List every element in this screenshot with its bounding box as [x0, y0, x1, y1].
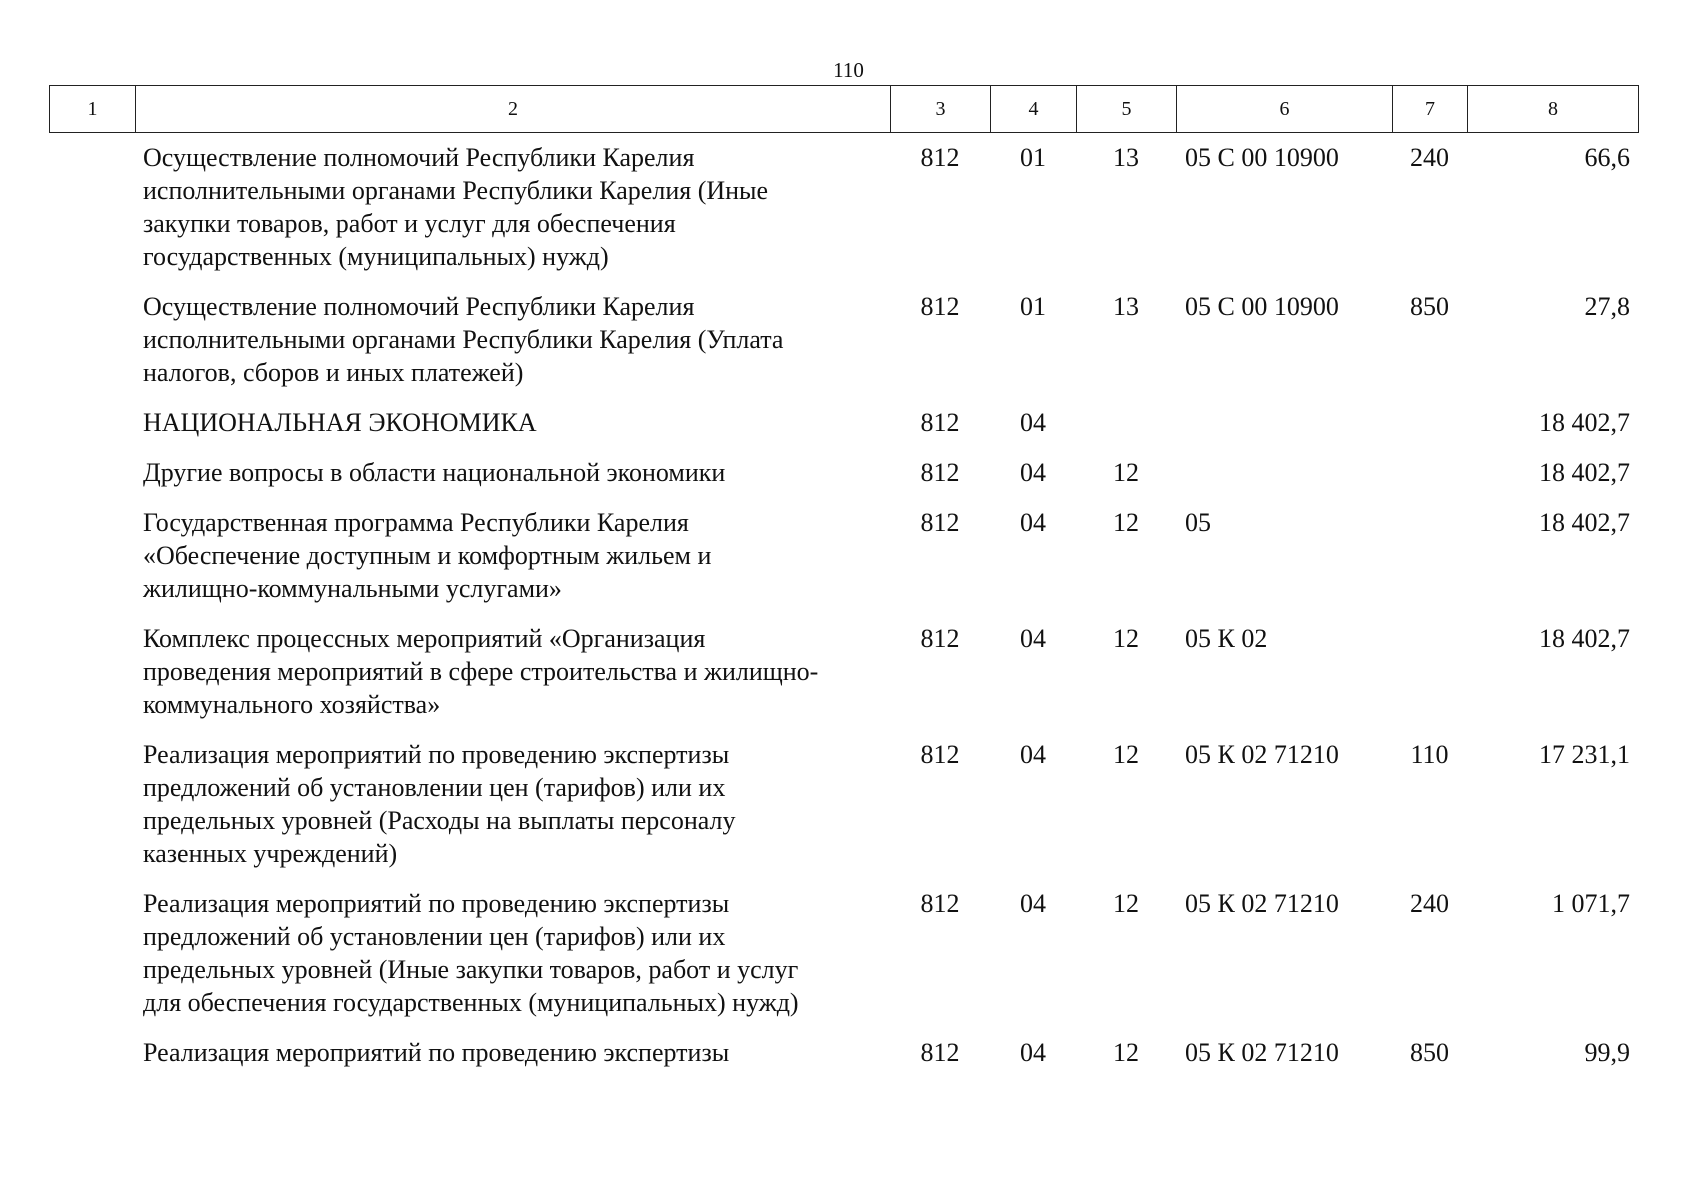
row-description: [49, 456, 890, 506]
description-line: «Обеспечение доступным и комфортным жильем и: [143, 541, 712, 570]
description-line: для обеспечения государственных (муниципальных) нужд): [143, 988, 799, 1017]
description-line: предельных уровней (Иные закупки товаров, работ и услуг: [143, 955, 799, 984]
section-code-cell: 04: [1020, 408, 1046, 437]
description-line: закупки товаров, работ и услуг для обеспечения: [143, 209, 676, 238]
target-article-cell: 05 К 02 71210: [1185, 740, 1339, 769]
ministry-code-cell: 812: [920, 508, 960, 537]
description-line: Реализация мероприятий по проведению экспертизы: [143, 740, 730, 769]
table-row: [49, 141, 1638, 290]
row-description: [49, 738, 890, 887]
table-row: [49, 887, 1638, 1036]
subsection-code-cell: 13: [1113, 292, 1139, 321]
amount-cell: 66,6: [1584, 143, 1630, 172]
ministry-code-cell: 812: [920, 408, 960, 437]
column-number-2: 2: [136, 86, 891, 133]
subsection-code-cell: 12: [1113, 1038, 1139, 1067]
description-line: Осуществление полномочий Республики Карелия: [143, 143, 695, 172]
target-article-cell: 05 С 00 10900: [1185, 143, 1339, 172]
description-line: предложений об установлении цен (тарифов) или их: [143, 922, 726, 951]
description-line: Комплекс процессных мероприятий «Организация: [143, 624, 706, 653]
column-number-6: 6: [1177, 86, 1393, 133]
row-description: [49, 506, 890, 622]
target-article-cell: 05 С 00 10900: [1185, 292, 1339, 321]
description-line: исполнительными органами Республики Карелия (Иные: [143, 176, 769, 205]
expense-type-cell: 240: [1410, 889, 1449, 918]
description-line: предельных уровней (Расходы на выплаты персоналу: [143, 806, 736, 835]
column-number-4: 4: [991, 86, 1077, 133]
target-article-cell: [1176, 456, 1392, 506]
section-code-cell: 04: [1020, 458, 1046, 487]
target-article-cell: [1176, 406, 1392, 456]
subsection-code-cell: [1076, 406, 1176, 456]
expense-type-cell: [1392, 456, 1467, 506]
column-number-1: 1: [50, 86, 136, 133]
row-description: [49, 290, 890, 406]
ministry-code-cell: 812: [920, 1038, 960, 1067]
expense-type-cell: 240: [1410, 143, 1449, 172]
section-code-cell: 04: [1020, 508, 1046, 537]
row-description: [49, 141, 890, 290]
amount-cell: 18 402,7: [1539, 458, 1630, 487]
amount-cell: 17 231,1: [1539, 740, 1630, 769]
row-description: [49, 887, 890, 1036]
ministry-code-cell: 812: [920, 740, 960, 769]
amount-cell: 18 402,7: [1539, 408, 1630, 437]
table-row: [49, 290, 1638, 406]
description-line: казенных учреждений): [143, 839, 398, 868]
target-article-cell: 05 К 02 71210: [1185, 1038, 1339, 1067]
amount-cell: 1 071,7: [1552, 889, 1630, 918]
table-row: [49, 456, 1638, 506]
description-line: налогов, сборов и иных платежей): [143, 358, 524, 387]
column-number-3: 3: [891, 86, 991, 133]
description-line: государственных (муниципальных) нужд): [143, 242, 609, 271]
section-code-cell: 04: [1020, 1038, 1046, 1067]
table-row: [49, 506, 1638, 622]
subsection-code-cell: 12: [1113, 624, 1139, 653]
ministry-code-cell: 812: [920, 624, 960, 653]
description-line: коммунального хозяйства»: [143, 690, 441, 719]
amount-cell: 27,8: [1584, 292, 1630, 321]
target-article-cell: 05 К 02: [1185, 624, 1268, 653]
description-line: исполнительными органами Республики Карелия (Уплата: [143, 325, 784, 354]
subsection-code-cell: 13: [1113, 143, 1139, 172]
description-line: предложений об установлении цен (тарифов) или их: [143, 773, 726, 802]
section-code-cell: 01: [1020, 292, 1046, 321]
budget-table: [49, 141, 1638, 1086]
description-line: жилищно-коммунальными услугами»: [143, 574, 562, 603]
section-code-cell: 01: [1020, 143, 1046, 172]
column-header-table: [49, 85, 1639, 133]
expense-type-cell: [1392, 506, 1467, 622]
section-code-cell: 04: [1020, 889, 1046, 918]
table-row: [49, 738, 1638, 887]
amount-cell: 99,9: [1584, 1038, 1630, 1067]
description-line: Другие вопросы в области национальной экономики: [143, 458, 726, 487]
description-line: проведения мероприятий в сфере строительства и жилищно-: [143, 657, 819, 686]
subsection-code-cell: 12: [1113, 508, 1139, 537]
subsection-code-cell: 12: [1113, 458, 1139, 487]
ministry-code-cell: 812: [920, 889, 960, 918]
expense-type-cell: 850: [1410, 1038, 1449, 1067]
target-article-cell: 05: [1185, 508, 1211, 537]
description-line: Реализация мероприятий по проведению экспертизы: [143, 1038, 730, 1067]
row-description: [49, 1036, 890, 1086]
ministry-code-cell: 812: [920, 458, 960, 487]
amount-cell: 18 402,7: [1539, 624, 1630, 653]
amount-cell: 18 402,7: [1539, 508, 1630, 537]
column-number-8: 8: [1468, 86, 1639, 133]
column-number-5: 5: [1077, 86, 1177, 133]
target-article-cell: 05 К 02 71210: [1185, 889, 1339, 918]
table-row: [49, 622, 1638, 738]
section-code-cell: 04: [1020, 740, 1046, 769]
description-line: НАЦИОНАЛЬНАЯ ЭКОНОМИКА: [143, 408, 537, 437]
section-code-cell: 04: [1020, 624, 1046, 653]
description-line: Реализация мероприятий по проведению экспертизы: [143, 889, 730, 918]
table-row: [49, 406, 1638, 456]
subsection-code-cell: 12: [1113, 740, 1139, 769]
description-line: Осуществление полномочий Республики Карелия: [143, 292, 695, 321]
row-description: [49, 406, 890, 456]
expense-type-cell: 850: [1410, 292, 1449, 321]
column-number-7: 7: [1393, 86, 1468, 133]
expense-type-cell: [1392, 406, 1467, 456]
page-number: 110: [833, 58, 864, 82]
expense-type-cell: 110: [1410, 740, 1449, 769]
expense-type-cell: [1392, 622, 1467, 738]
ministry-code-cell: 812: [920, 143, 960, 172]
description-line: Государственная программа Республики Карелия: [143, 508, 689, 537]
subsection-code-cell: 12: [1113, 889, 1139, 918]
table-row: [49, 1036, 1638, 1086]
row-description: [49, 622, 890, 738]
ministry-code-cell: 812: [920, 292, 960, 321]
